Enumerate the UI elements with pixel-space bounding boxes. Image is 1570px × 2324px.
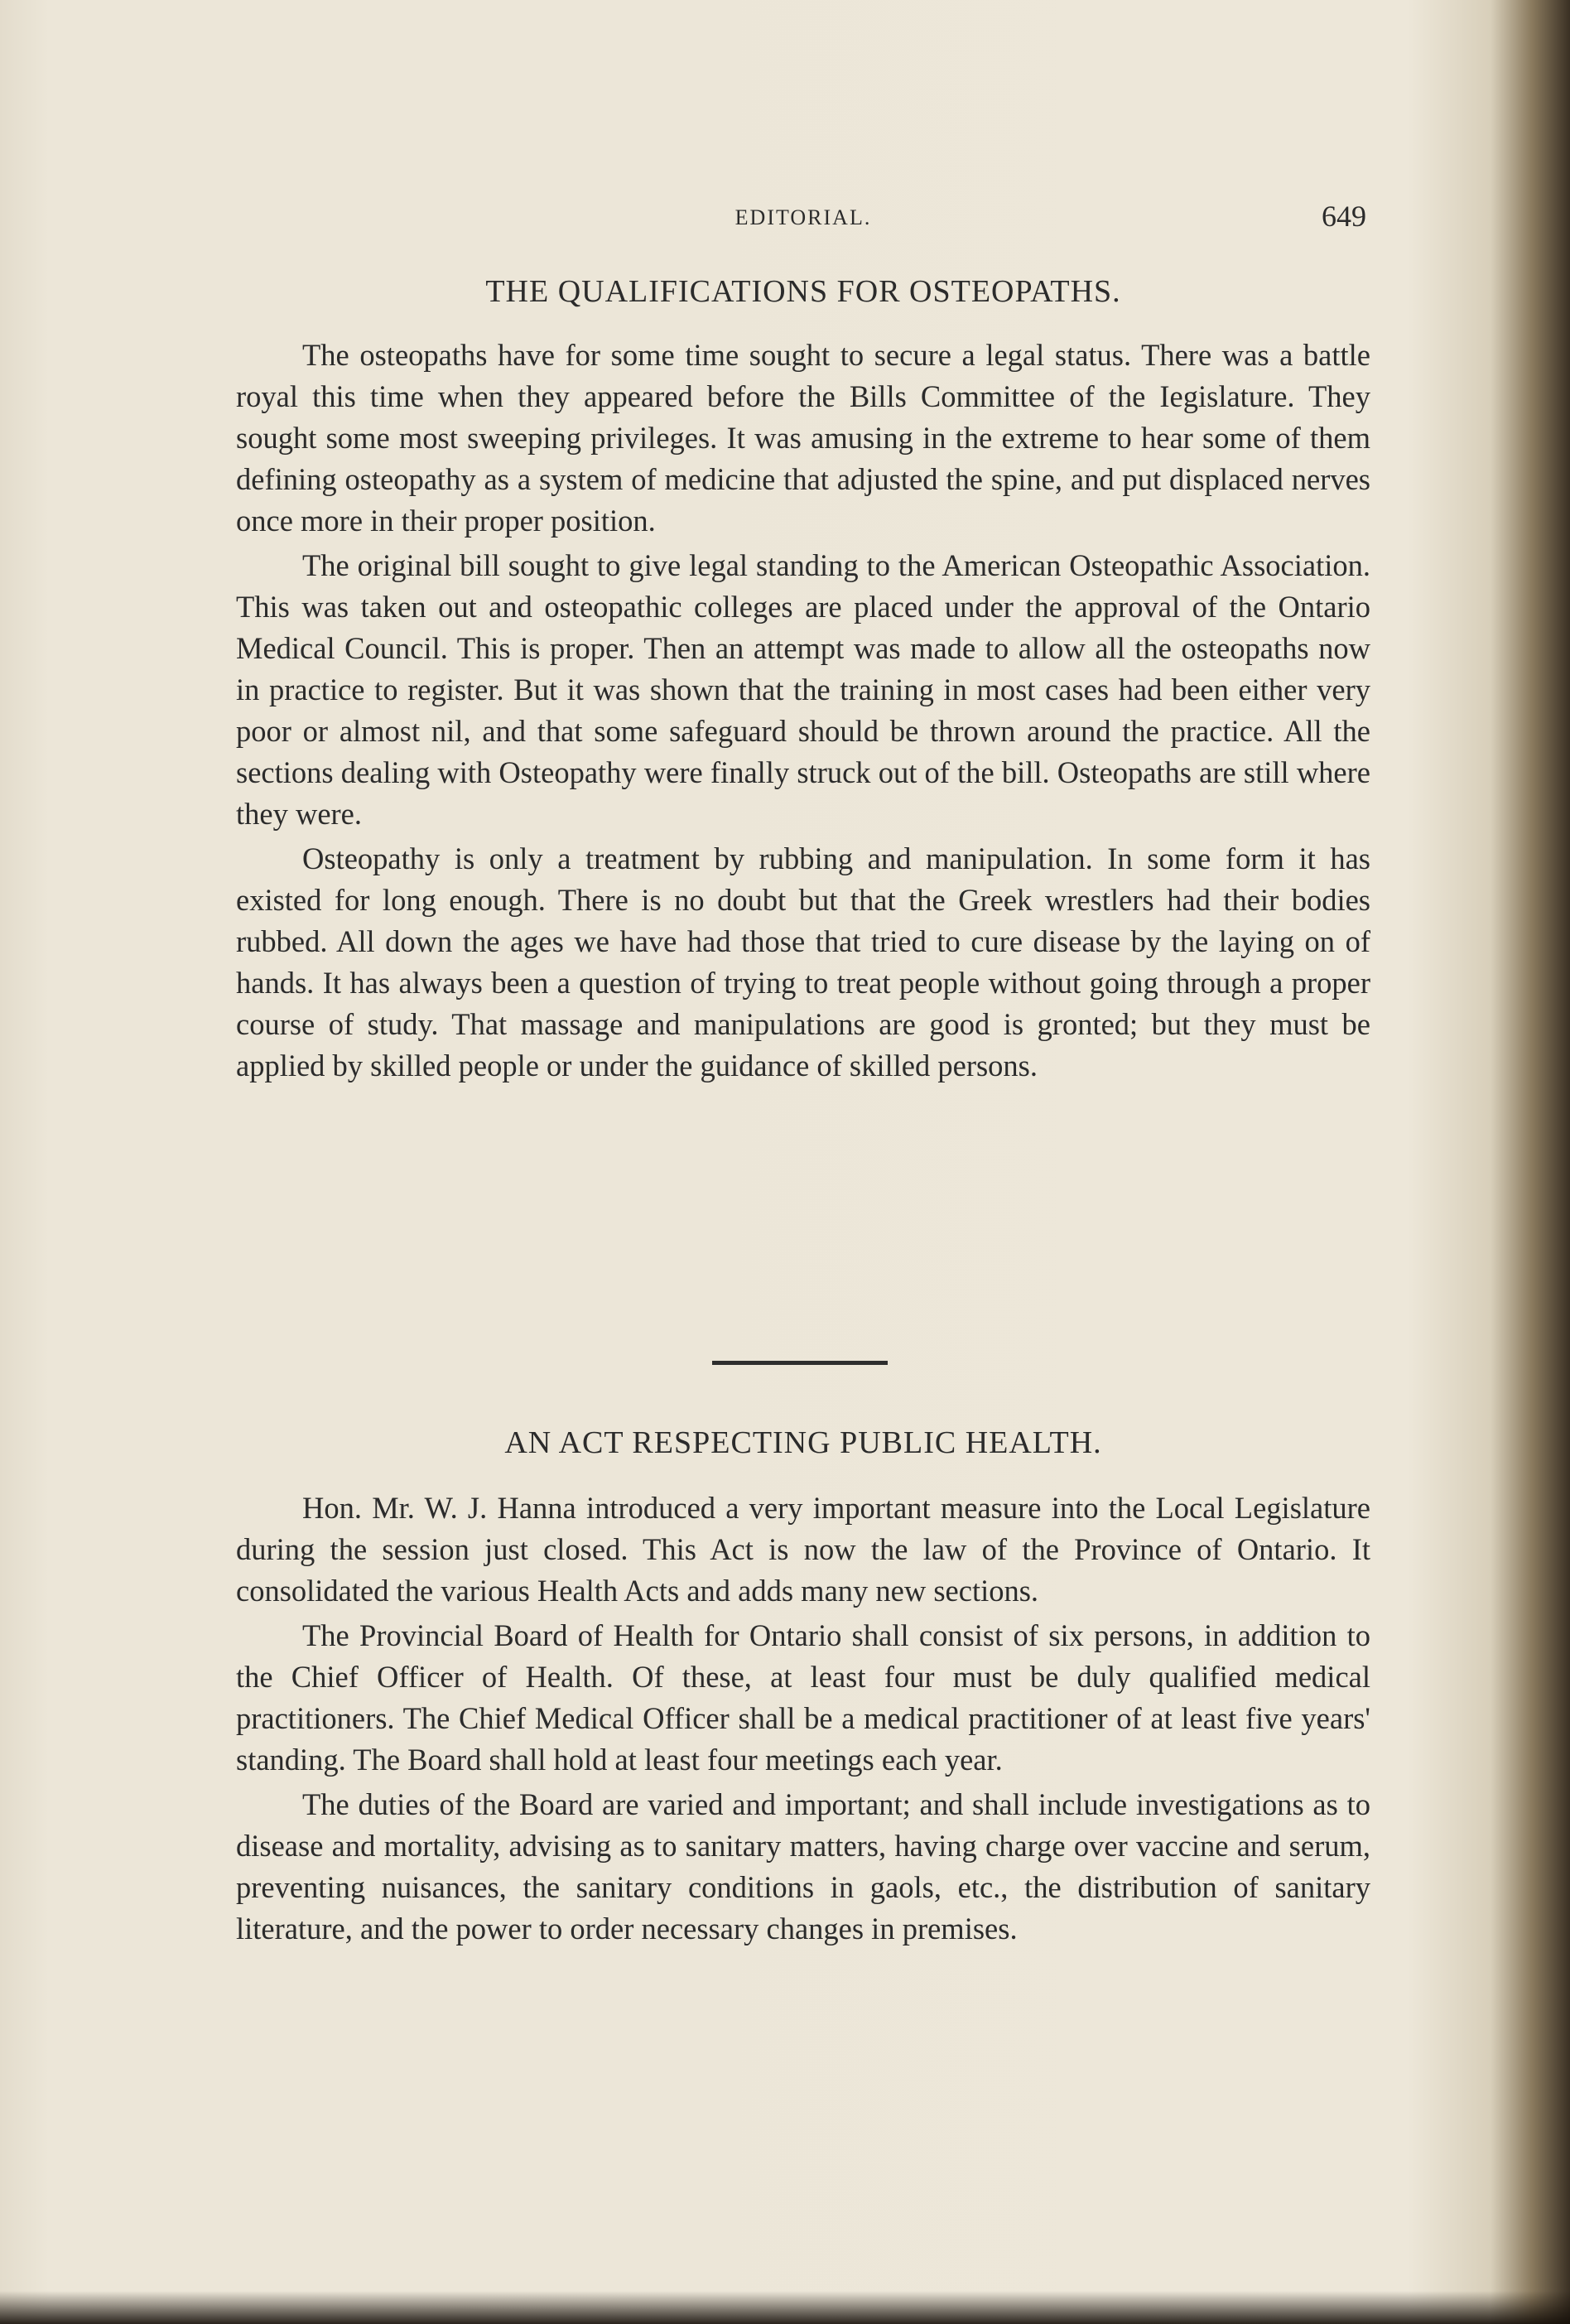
article-paragraph: Osteopathy is only a treatment by rubbing and manipulation. In some form it has existed for long enough. There is no doubt but that the Greek wrestlers had their bodies rubbed. All down the ages we have had those that tried to cure disease by the laying on of hands. It has always been a question of trying to treat people without going through a proper course of study. That massage and manipulations are good is gronted; but they must be applied by skilled people or under the guidance of skilled persons. [236, 841, 1370, 1082]
running-head [236, 199, 1370, 248]
article-title: AN ACT RESPECTING PUBLIC HEALTH. [504, 1425, 1102, 1460]
article-public-health [236, 1425, 1370, 1950]
article-paragraph: The Provincial Board of Health for Ontario shall consist of six persons, in addition to the Chief Officer of Health. Of these, at least four must be duly qualified medical practitioners. The Chief Medical Officer shall be a medical practitioner of at least five years' standing. The Board shall hold at least four meetings each year. [236, 1618, 1370, 1777]
section-label: EDITORIAL. [734, 205, 872, 229]
article-paragraph: The osteopaths have for some time sought to secure a legal status. There was a battle royal this time when they appeared before the Bills Committee of the Iegislature. They sought some most sweeping privileges. It was amusing in the extreme to hear some of them defining osteopathy as a system of medicine that adjusted the spine, and put displaced nerves once more in their proper position. [236, 338, 1370, 538]
article-osteopaths [236, 273, 1370, 1087]
article-paragraph: Hon. Mr. W. J. Hanna introduced a very important measure into the Local Legislature during the session just closed. This Act is now the law of the Province of Ontario. It consolidated the various Health Acts and adds many new sections. [236, 1491, 1370, 1608]
page-number: 649 [1322, 200, 1366, 233]
section-divider [712, 1361, 888, 1365]
page-bottom-shadow [0, 2291, 1570, 2324]
article-paragraph: The duties of the Board are varied and important; and shall include investigations as to disease and mortality, advising as to sanitary matters, having charge over vaccine and serum, preventing nuisances, the sanitary conditions in gaols, etc., the distribution of sanitary literature, and the power to order necessary changes in premises. [236, 1787, 1370, 1946]
article-paragraph: The original bill sought to give legal standing to the American Osteopathic Association. This was taken out and osteopathic colleges are placed under the approval of the Ontario Medical Council. This is proper. Then an attempt was made to allow all the osteopaths now in practice to register. But it was shown that the training in most cases had been either very poor or almost nil, and that some safeguard should be thrown around the practice. All the sections dealing with Osteopathy were finally struck out of the bill. Osteopaths are still where they were. [236, 548, 1370, 831]
article-title: THE QUALIFICATIONS FOR OSTEOPATHS. [485, 274, 1121, 309]
